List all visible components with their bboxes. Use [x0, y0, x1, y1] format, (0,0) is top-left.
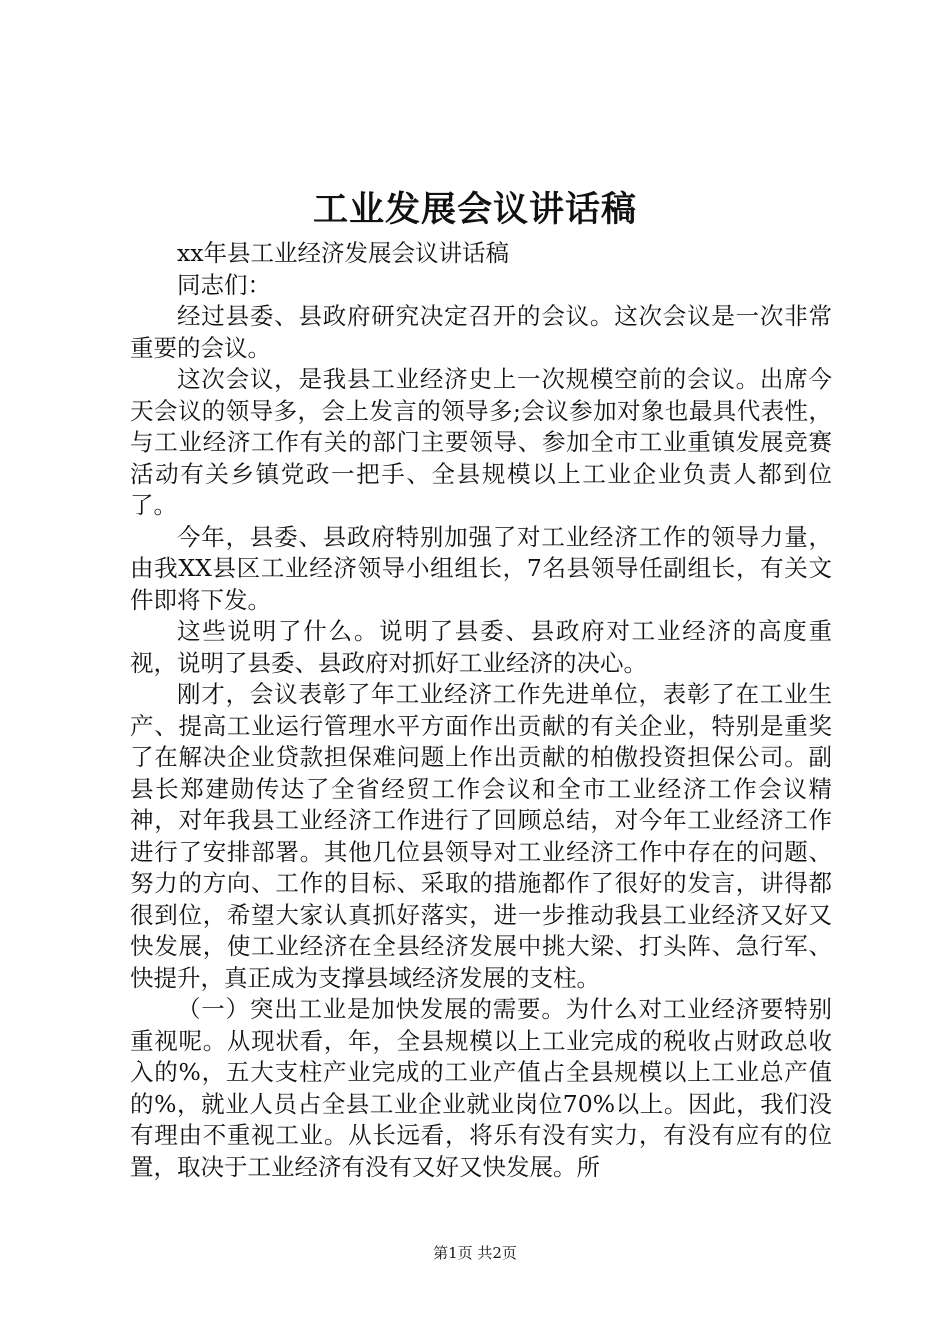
- document-title: 工业发展会议讲话稿: [312, 189, 637, 230]
- body-paragraph: （一）突出工业是加快发展的需要。为什么对工业经济要特别重视呢。从现状看，年，全县规模以上工业完成的税收占财政总收入的%，五大支柱产业完成的工业产值占全县规模以上工业总产值的%，就业人员占全县工业企业就业岗位70%以上。因此，我们没有理由不重视工业。从长远看，将乐有没有实力，有没有应有的位置，取决于工业经济有没有又好又快发展。所: [130, 995, 832, 1181]
- body-paragraph: 今年，县委、县政府特别加强了对工业经济工作的领导力量，由我XX县区工业经济领导小组组长，7名县领导任副组长，有关文件即将下发。: [130, 522, 832, 614]
- body-paragraph: 这次会议，是我县工业经济史上一次规模空前的会议。出席今天会议的领导多，会上发言的领导多;会议参加对象也最具代表性，与工业经济工作有关的部门主要领导、参加全市工业重镇发展竞赛活动有关乡镇党政一把手、全县规模以上工业企业负责人都到位了。: [130, 365, 832, 519]
- body-paragraph: 经过县委、县政府研究决定召开的会议。这次会议是一次非常重要的会议。: [130, 302, 832, 362]
- salutation-paragraph: 同志们：: [177, 270, 271, 299]
- body-paragraph: 刚才，会议表彰了年工业经济工作先进单位，表彰了在工业生产、提高工业运行管理水平方面作出贡献的有关企业，特别是重奖了在解决企业贷款担保难问题上作出贡献的柏傲投资担保公司。副县长郑建勋传达了全省经贸工作会议和全市工业经济工作会议精神，对年我县工业经济工作进行了回顾总结，对今年工业经济工作进行了安排部署。其他几位县领导对工业经济工作中存在的问题、努力的方向、工作的目标、采取的措施都作了很好的发言，讲得都很到位，希望大家认真抓好落实，进一步推动我县工业经济又好又快发展，使工业经济在全县经济发展中挑大梁、打头阵、急行军、快提升，真正成为支撑县域经济发展的支柱。: [130, 680, 832, 992]
- body-paragraph: 这些说明了什么。说明了县委、县政府对工业经济的高度重视，说明了县委、县政府对抓好工业经济的决心。: [130, 617, 832, 677]
- document-body: [130, 238, 832, 1183]
- subtitle-paragraph: xx年县工业经济发展会议讲话稿: [177, 239, 510, 267]
- page-footer: 第1页 共2页: [433, 1244, 517, 1262]
